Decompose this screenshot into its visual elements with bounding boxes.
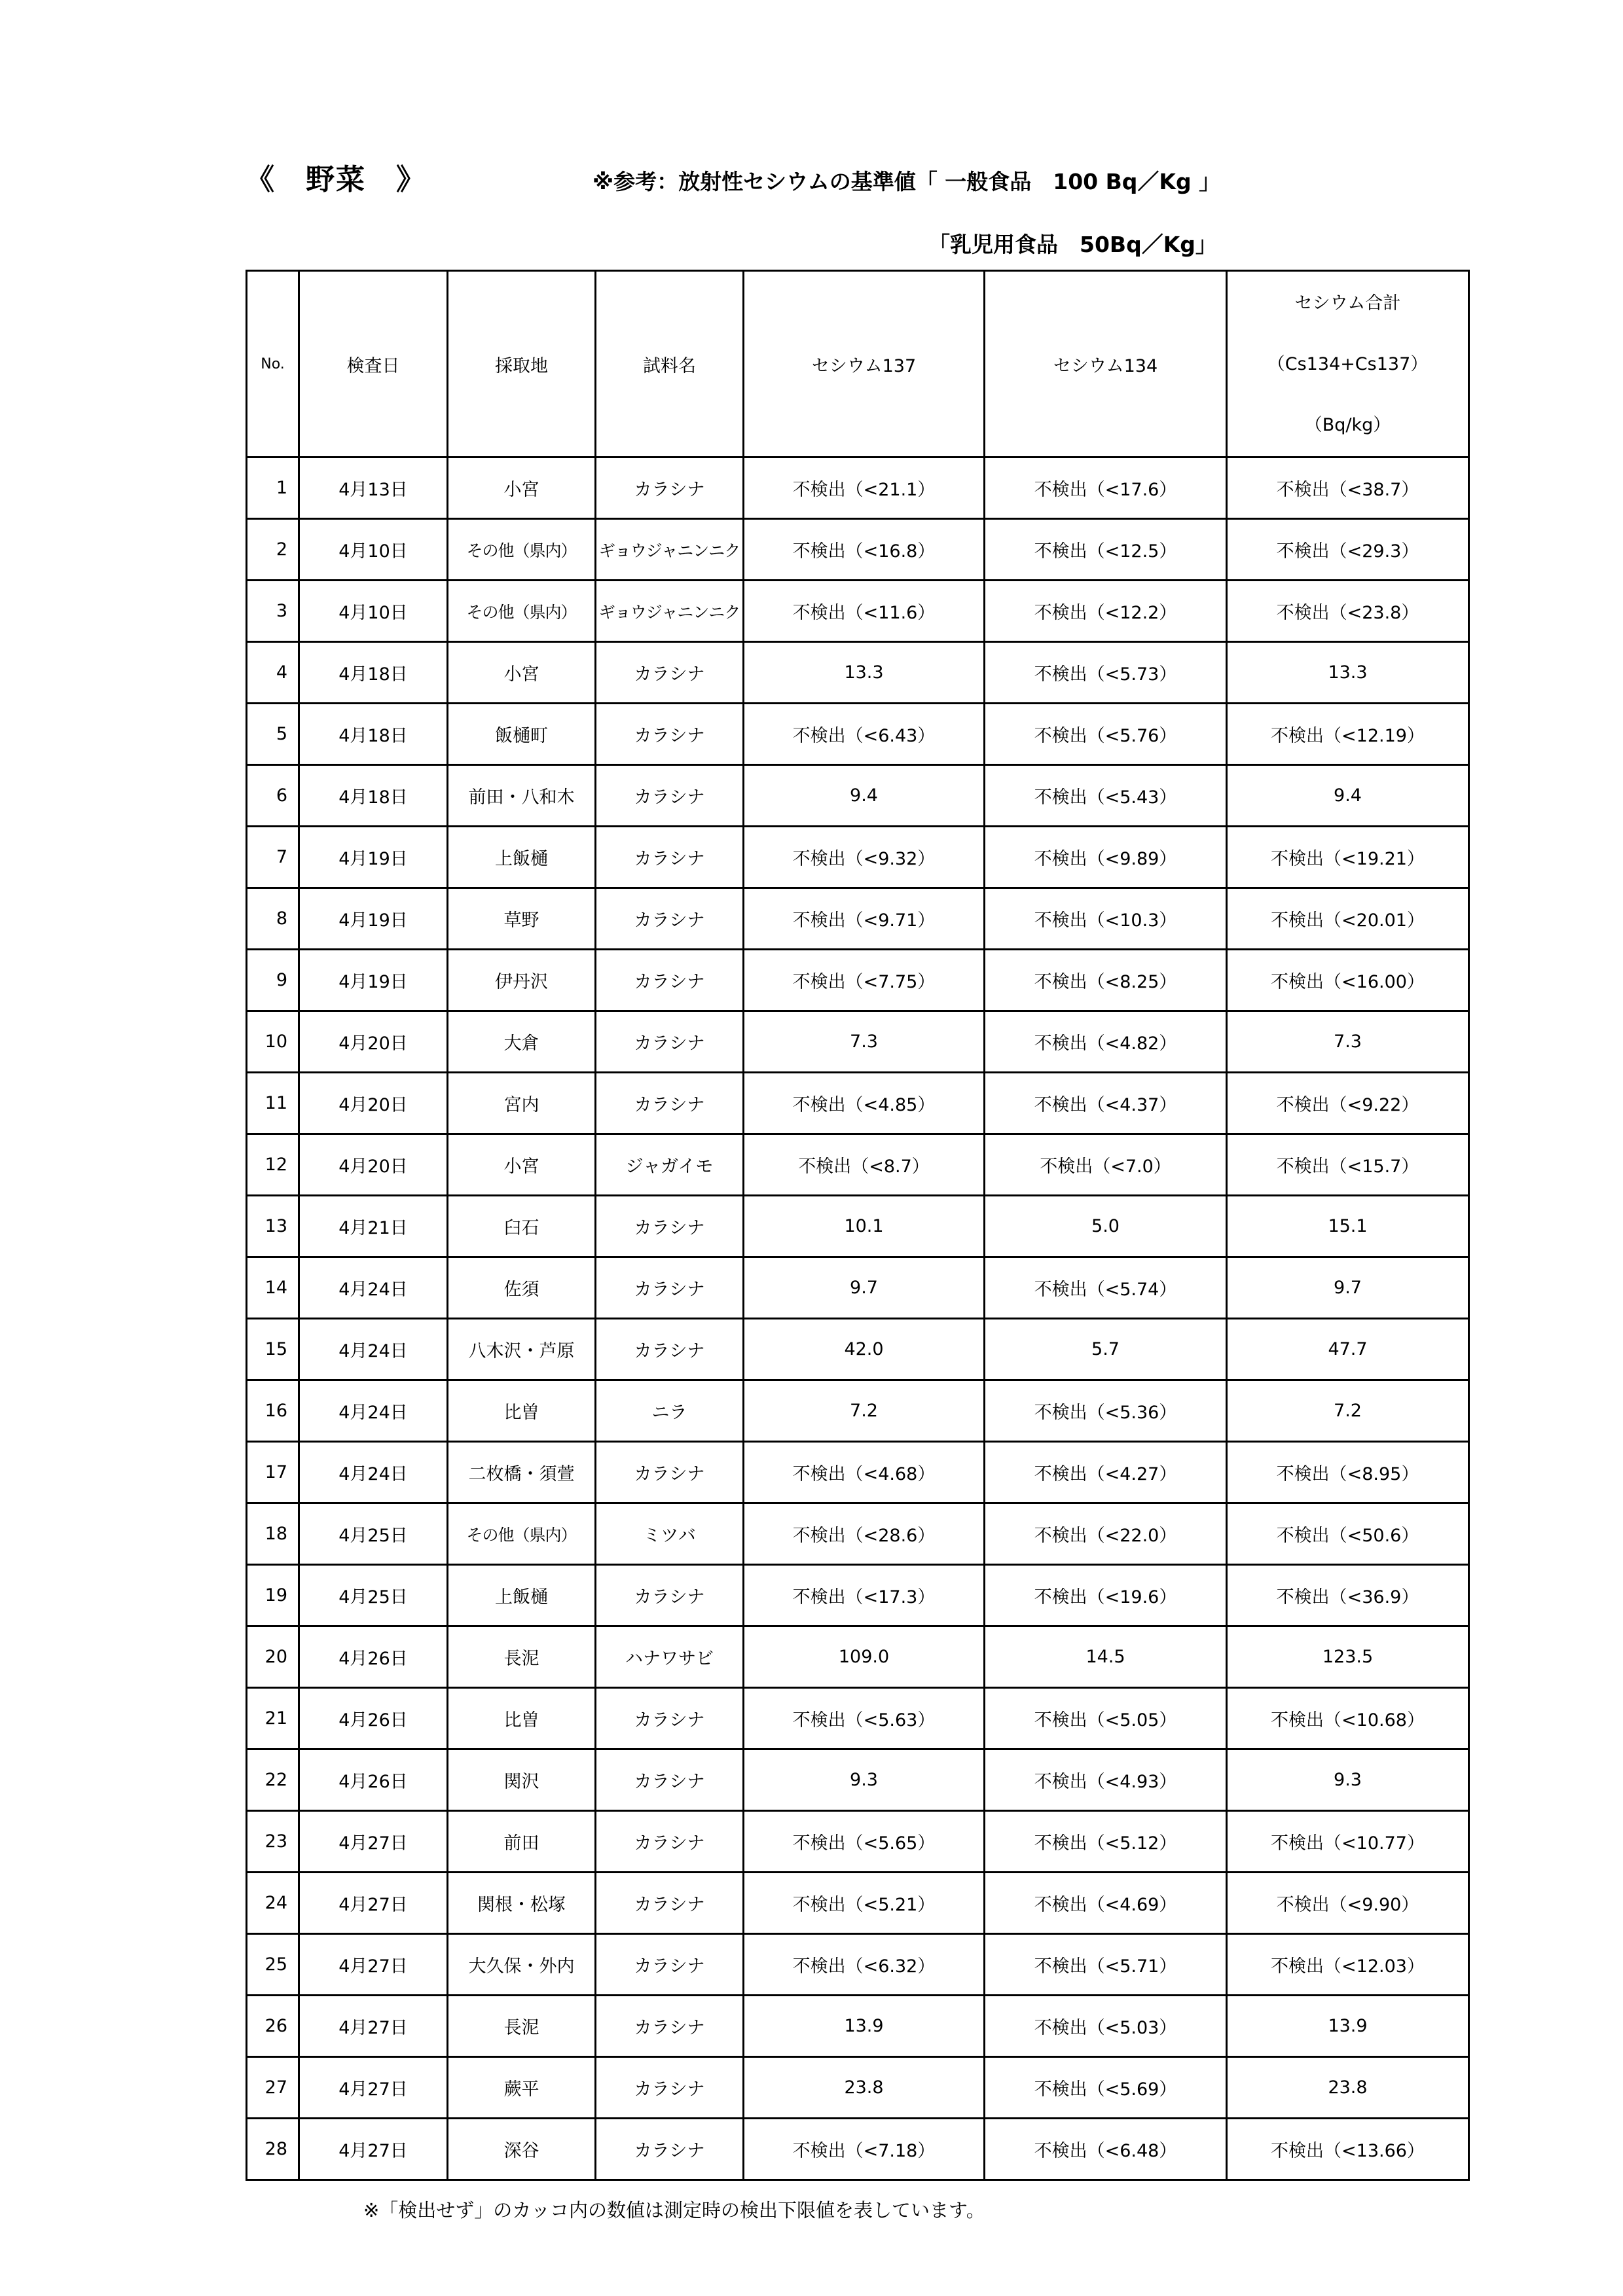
reference-note-infant: 「乳児用食品 50Bq／Kg」 [928, 232, 1217, 257]
cell-location: 二枚橋・須萱 [448, 1442, 596, 1503]
table-row [247, 827, 1469, 888]
cell-location: 臼石 [448, 1196, 596, 1257]
cell-location: 飯樋町 [448, 704, 596, 765]
cell-cs137: 109.0 [744, 1626, 985, 1688]
cell-total: 不検出（<23.8） [1227, 581, 1469, 642]
cell-cs134: 不検出（<4.82） [985, 1011, 1227, 1073]
cell-cs134: 不検出（<5.05） [985, 1688, 1227, 1749]
cell-sample: カラシナ [596, 827, 744, 888]
table-row [247, 581, 1469, 642]
cell-no: 25 [247, 1934, 299, 1996]
table-row [247, 1380, 1469, 1442]
cell-total: 13.9 [1227, 1996, 1469, 2057]
cell-cs137: 13.9 [744, 1996, 985, 2057]
cell-sample: カラシナ [596, 1565, 744, 1626]
cell-location: 佐須 [448, 1257, 596, 1319]
cell-cs134: 不検出（<5.43） [985, 765, 1227, 827]
cell-cs137: 不検出（<7.18） [744, 2119, 985, 2180]
cell-no: 12 [247, 1134, 299, 1196]
header-total-line1: セシウム合計 [1294, 293, 1401, 314]
cell-sample: カラシナ [596, 2057, 744, 2119]
table-row [247, 1257, 1469, 1319]
header-date: 検査日 [299, 271, 448, 457]
cell-sample: カラシナ [596, 642, 744, 704]
cell-date: 4月26日 [299, 1626, 448, 1688]
cell-date: 4月24日 [299, 1319, 448, 1380]
cell-cs137: 7.2 [744, 1380, 985, 1442]
cell-sample: カラシナ [596, 950, 744, 1011]
cell-sample: カラシナ [596, 1811, 744, 1873]
cell-cs137: 9.3 [744, 1749, 985, 1811]
table-row [247, 1996, 1469, 2057]
table-row [247, 1073, 1469, 1134]
cell-total: 9.3 [1227, 1749, 1469, 1811]
cell-no: 11 [247, 1073, 299, 1134]
table-row [247, 950, 1469, 1011]
cell-cs134: 不検出（<5.73） [985, 642, 1227, 704]
cell-location: 比曽 [448, 1688, 596, 1749]
cell-total: 9.4 [1227, 765, 1469, 827]
cell-location: 蕨平 [448, 2057, 596, 2119]
table-row [247, 1688, 1469, 1749]
cell-cs137: 23.8 [744, 2057, 985, 2119]
cell-total: 不検出（<29.3） [1227, 519, 1469, 581]
table-header-row [247, 271, 1469, 457]
cell-date: 4月18日 [299, 642, 448, 704]
cell-sample: ギョウジャニンニク [596, 519, 744, 581]
cell-total: 不検出（<16.00） [1227, 950, 1469, 1011]
cell-date: 4月20日 [299, 1011, 448, 1073]
cell-total: 不検出（<8.95） [1227, 1442, 1469, 1503]
cell-cs137: 10.1 [744, 1196, 985, 1257]
cell-date: 4月27日 [299, 2057, 448, 2119]
cell-cs137: 不検出（<4.85） [744, 1073, 985, 1134]
header-location: 採取地 [448, 271, 596, 457]
cell-date: 4月18日 [299, 765, 448, 827]
cell-cs137: 9.7 [744, 1257, 985, 1319]
cell-date: 4月25日 [299, 1503, 448, 1565]
cell-location: その他（県内） [448, 519, 596, 581]
cell-sample: カラシナ [596, 1073, 744, 1134]
cell-date: 4月18日 [299, 704, 448, 765]
cell-cs134: 5.7 [985, 1319, 1227, 1380]
cell-cs137: 不検出（<6.32） [744, 1934, 985, 1996]
cell-total: 不検出（<36.9） [1227, 1565, 1469, 1626]
cell-total: 不検出（<13.66） [1227, 2119, 1469, 2180]
cell-cs134: 不検出（<6.48） [985, 2119, 1227, 2180]
cell-date: 4月10日 [299, 581, 448, 642]
cell-date: 4月19日 [299, 888, 448, 950]
cell-cs137: 42.0 [744, 1319, 985, 1380]
cell-cs134: 不検出（<10.3） [985, 888, 1227, 950]
cell-location: 前田・八和木 [448, 765, 596, 827]
cell-cs134: 不検出（<17.6） [985, 457, 1227, 519]
cell-total: 不検出（<9.90） [1227, 1873, 1469, 1934]
cell-total: 不検出（<19.21） [1227, 827, 1469, 888]
cell-location: 長泥 [448, 1996, 596, 2057]
cell-date: 4月21日 [299, 1196, 448, 1257]
cell-no: 8 [247, 888, 299, 950]
results-table [246, 270, 1470, 2181]
cell-cs137: 不検出（<16.8） [744, 519, 985, 581]
cell-location: 前田 [448, 1811, 596, 1873]
cell-sample: カラシナ [596, 1688, 744, 1749]
cell-cs137: 不検出（<11.6） [744, 581, 985, 642]
cell-total: 15.1 [1227, 1196, 1469, 1257]
header-total-line3: （Bq/kg） [1304, 414, 1391, 435]
cell-location: 大倉 [448, 1011, 596, 1073]
cell-total: 不検出（<12.19） [1227, 704, 1469, 765]
cell-total: 123.5 [1227, 1626, 1469, 1688]
cell-no: 16 [247, 1380, 299, 1442]
cell-cs134: 不検出（<12.5） [985, 519, 1227, 581]
cell-cs134: 不検出（<5.36） [985, 1380, 1227, 1442]
table-row [247, 888, 1469, 950]
cell-sample: カラシナ [596, 1934, 744, 1996]
reference-note-general: ※参考：放射性セシウムの基準値「 一般食品 100 Bq／Kg 」 [593, 169, 1221, 194]
cell-no: 23 [247, 1811, 299, 1873]
cell-no: 21 [247, 1688, 299, 1749]
table-row [247, 1565, 1469, 1626]
table-row [247, 1196, 1469, 1257]
cell-location: 小宮 [448, 457, 596, 519]
header-total-line2: （Cs134+Cs137） [1267, 353, 1429, 374]
cell-no: 1 [247, 457, 299, 519]
cell-location: 草野 [448, 888, 596, 950]
cell-date: 4月26日 [299, 1688, 448, 1749]
cell-cs137: 7.3 [744, 1011, 985, 1073]
table-row [247, 765, 1469, 827]
cell-no: 7 [247, 827, 299, 888]
cell-date: 4月24日 [299, 1257, 448, 1319]
cell-date: 4月27日 [299, 1934, 448, 1996]
cell-date: 4月27日 [299, 2119, 448, 2180]
cell-cs137: 不検出（<7.75） [744, 950, 985, 1011]
cell-location: その他（県内） [448, 581, 596, 642]
cell-sample: カラシナ [596, 1319, 744, 1380]
cell-cs134: 不検出（<4.69） [985, 1873, 1227, 1934]
cell-no: 19 [247, 1565, 299, 1626]
table-row [247, 1626, 1469, 1688]
cell-cs134: 14.5 [985, 1626, 1227, 1688]
cell-no: 18 [247, 1503, 299, 1565]
cell-no: 5 [247, 704, 299, 765]
cell-cs134: 不検出（<19.6） [985, 1565, 1227, 1626]
cell-no: 15 [247, 1319, 299, 1380]
cell-total: 23.8 [1227, 2057, 1469, 2119]
cell-cs134: 不検出（<7.0） [985, 1134, 1227, 1196]
table-row [247, 2119, 1469, 2180]
table-row [247, 1134, 1469, 1196]
cell-sample: ギョウジャニンニク [596, 581, 744, 642]
cell-date: 4月27日 [299, 1873, 448, 1934]
cell-cs134: 不検出（<5.76） [985, 704, 1227, 765]
cell-cs134: 不検出（<22.0） [985, 1503, 1227, 1565]
cell-date: 4月24日 [299, 1380, 448, 1442]
cell-total: 13.3 [1227, 642, 1469, 704]
table-row [247, 1319, 1469, 1380]
cell-total: 7.3 [1227, 1011, 1469, 1073]
cell-cs134: 不検出（<5.69） [985, 2057, 1227, 2119]
table-row [247, 704, 1469, 765]
cell-cs137: 不検出（<5.63） [744, 1688, 985, 1749]
header-sample: 試料名 [596, 271, 744, 457]
header-total [1227, 271, 1469, 457]
cell-cs134: 不検出（<5.74） [985, 1257, 1227, 1319]
cell-cs137: 9.4 [744, 765, 985, 827]
cell-date: 4月20日 [299, 1134, 448, 1196]
cell-sample: カラシナ [596, 1996, 744, 2057]
cell-date: 4月10日 [299, 519, 448, 581]
cell-cs137: 13.3 [744, 642, 985, 704]
page-title: 《 野菜 》 [246, 163, 426, 196]
cell-total: 9.7 [1227, 1257, 1469, 1319]
cell-sample: カラシナ [596, 457, 744, 519]
table-row [247, 2057, 1469, 2119]
table-row [247, 1811, 1469, 1873]
cell-sample: カラシナ [596, 765, 744, 827]
cell-location: 伊丹沢 [448, 950, 596, 1011]
cell-location: 比曽 [448, 1380, 596, 1442]
cell-location: 宮内 [448, 1073, 596, 1134]
cell-date: 4月24日 [299, 1442, 448, 1503]
cell-date: 4月13日 [299, 457, 448, 519]
footnote: ※「検出せず」のカッコ内の数値は測定時の検出下限値を表しています。 [363, 2199, 985, 2221]
cell-cs134: 不検出（<9.89） [985, 827, 1227, 888]
cell-cs134: 不検出（<8.25） [985, 950, 1227, 1011]
cell-cs137: 不検出（<6.43） [744, 704, 985, 765]
header-cs137: セシウム137 [744, 271, 985, 457]
cell-cs137: 不検出（<17.3） [744, 1565, 985, 1626]
cell-date: 4月19日 [299, 950, 448, 1011]
cell-cs137: 不検出（<5.65） [744, 1811, 985, 1873]
cell-cs137: 不検出（<9.32） [744, 827, 985, 888]
cell-sample: カラシナ [596, 2119, 744, 2180]
cell-no: 4 [247, 642, 299, 704]
cell-no: 22 [247, 1749, 299, 1811]
cell-no: 10 [247, 1011, 299, 1073]
cell-location: 小宮 [448, 1134, 596, 1196]
cell-total: 不検出（<15.7） [1227, 1134, 1469, 1196]
cell-total: 不検出（<10.68） [1227, 1688, 1469, 1749]
cell-date: 4月27日 [299, 1811, 448, 1873]
cell-cs134: 不検出（<4.93） [985, 1749, 1227, 1811]
cell-sample: カラシナ [596, 1442, 744, 1503]
cell-total: 不検出（<20.01） [1227, 888, 1469, 950]
cell-cs134: 不検出（<5.71） [985, 1934, 1227, 1996]
header-no: No. [247, 271, 299, 457]
cell-total: 47.7 [1227, 1319, 1469, 1380]
cell-cs137: 不検出（<8.7） [744, 1134, 985, 1196]
cell-total: 7.2 [1227, 1380, 1469, 1442]
cell-sample: カラシナ [596, 888, 744, 950]
cell-sample: ミツバ [596, 1503, 744, 1565]
cell-no: 3 [247, 581, 299, 642]
cell-cs134: 5.0 [985, 1196, 1227, 1257]
cell-cs134: 不検出（<5.03） [985, 1996, 1227, 2057]
cell-cs137: 不検出（<4.68） [744, 1442, 985, 1503]
cell-no: 20 [247, 1626, 299, 1688]
cell-location: 関根・松塚 [448, 1873, 596, 1934]
cell-sample: カラシナ [596, 704, 744, 765]
cell-no: 14 [247, 1257, 299, 1319]
cell-no: 24 [247, 1873, 299, 1934]
cell-location: 関沢 [448, 1749, 596, 1811]
cell-sample: カラシナ [596, 1749, 744, 1811]
cell-location: 八木沢・芦原 [448, 1319, 596, 1380]
cell-date: 4月19日 [299, 827, 448, 888]
cell-sample: カラシナ [596, 1011, 744, 1073]
cell-total: 不検出（<12.03） [1227, 1934, 1469, 1996]
cell-cs137: 不検出（<28.6） [744, 1503, 985, 1565]
table-row [247, 1442, 1469, 1503]
cell-sample: ハナワサビ [596, 1626, 744, 1688]
cell-location: 小宮 [448, 642, 596, 704]
cell-location: 深谷 [448, 2119, 596, 2180]
table-row [247, 457, 1469, 519]
cell-cs134: 不検出（<12.2） [985, 581, 1227, 642]
cell-cs137: 不検出（<21.1） [744, 457, 985, 519]
cell-date: 4月26日 [299, 1749, 448, 1811]
cell-sample: ジャガイモ [596, 1134, 744, 1196]
table-row [247, 519, 1469, 581]
table-row [247, 1749, 1469, 1811]
cell-cs137: 不検出（<9.71） [744, 888, 985, 950]
cell-no: 13 [247, 1196, 299, 1257]
cell-total: 不検出（<10.77） [1227, 1811, 1469, 1873]
cell-location: 長泥 [448, 1626, 596, 1688]
cell-date: 4月20日 [299, 1073, 448, 1134]
cell-no: 17 [247, 1442, 299, 1503]
cell-no: 6 [247, 765, 299, 827]
table-row [247, 1011, 1469, 1073]
cell-cs137: 不検出（<5.21） [744, 1873, 985, 1934]
cell-no: 27 [247, 2057, 299, 2119]
header-cs134: セシウム134 [985, 271, 1227, 457]
cell-sample: カラシナ [596, 1196, 744, 1257]
cell-no: 2 [247, 519, 299, 581]
cell-total: 不検出（<50.6） [1227, 1503, 1469, 1565]
cell-sample: カラシナ [596, 1873, 744, 1934]
table-row [247, 1934, 1469, 1996]
cell-date: 4月25日 [299, 1565, 448, 1626]
cell-total: 不検出（<38.7） [1227, 457, 1469, 519]
cell-location: 上飯樋 [448, 1565, 596, 1626]
cell-cs134: 不検出（<5.12） [985, 1811, 1227, 1873]
cell-cs134: 不検出（<4.37） [985, 1073, 1227, 1134]
table-row [247, 1503, 1469, 1565]
table-row [247, 642, 1469, 704]
cell-total: 不検出（<9.22） [1227, 1073, 1469, 1134]
cell-sample: カラシナ [596, 1257, 744, 1319]
cell-date: 4月27日 [299, 1996, 448, 2057]
cell-no: 26 [247, 1996, 299, 2057]
cell-sample: ニラ [596, 1380, 744, 1442]
cell-location: その他（県内） [448, 1503, 596, 1565]
cell-no: 28 [247, 2119, 299, 2180]
cell-cs134: 不検出（<4.27） [985, 1442, 1227, 1503]
cell-location: 大久保・外内 [448, 1934, 596, 1996]
cell-location: 上飯樋 [448, 827, 596, 888]
cell-no: 9 [247, 950, 299, 1011]
table-row [247, 1873, 1469, 1934]
